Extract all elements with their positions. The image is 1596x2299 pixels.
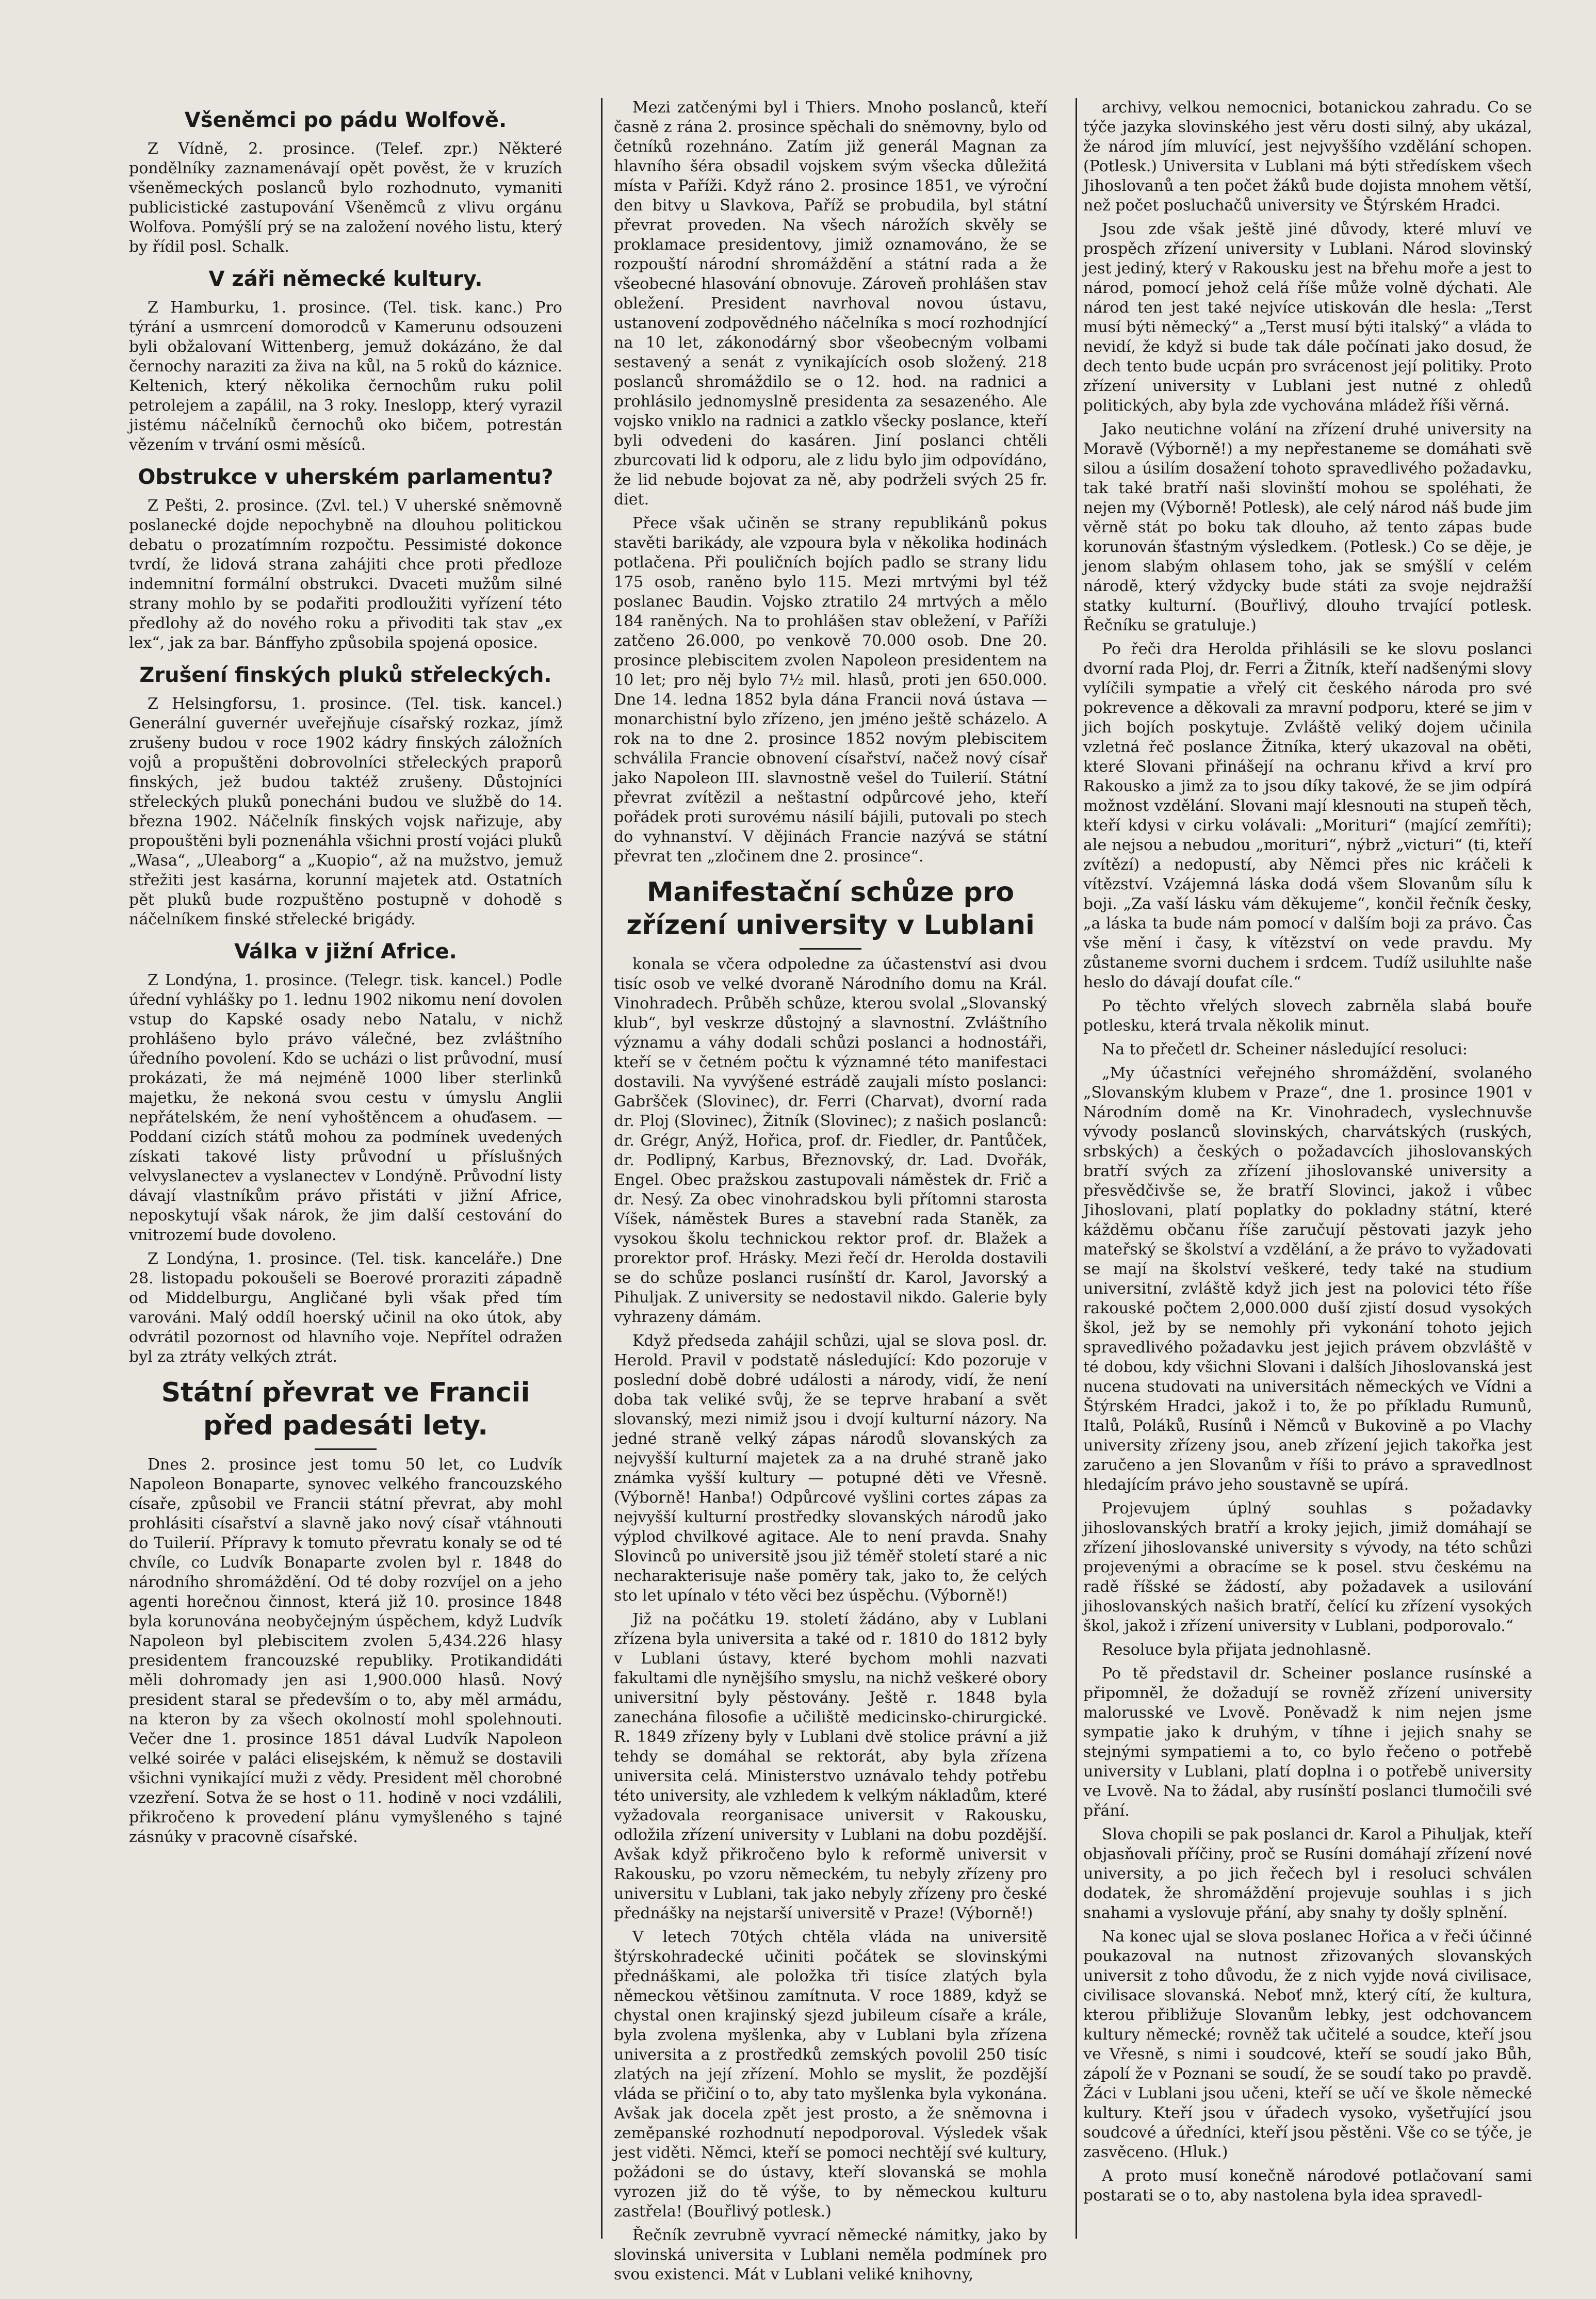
headline: Všeněmci po pádu Wolfově. [184,108,507,132]
headline-rule [315,1448,377,1450]
article-paragraph: Dnes 2. prosince jest tomu 50 let, co Ludvík Napoleon Bonaparte, synovec velkého francouzského císaře, způsobil ve Francii státní převrat, aby mohl prohlásiti císařství a slavně jako nový císař vtáhnouti do Tuilerií. Přípravy k tomuto převratu konaly se od té chvíle, co Ludvík Bonaparte zvolen byl r. 1848 do národního shromáždění. Od té doby rozvíjel on a jeho agenti horečnou činnost, která již 10. prosince 1848 byla korunována neobyčejným úspěchem, když Ludvík Napoleon byl plebiscitem zvolen 5,434.226 hlasy presidentem francouzské republiky. Protikandidáti měli dohromady jen asi 1,900.000 hlasů. Nový president staral se především o to, aby měl armádu, na kteron by za všech okolností mohl spolehnouti. Večer dne 1. prosince 1851 dával Ludvík Napoleon velké soirée v paláci elisejském, k němuž se dostavili všichni vynikající muži z vědy. President měl chorobné vzezření. Sotva že se host o 11. hodině v noci vzdálili, přikročeno k provedení plánu vymyšleného s tajné zásnúky v pracovně císařské. [129,1456,562,1846]
column-2 [614,98,1047,2284]
article-paragraph: Po tě představil dr. Scheiner poslance rusínské a připomněl, že dožadují se rovněž zřízení university malorusské ve Lvově. Poněvadž k nim nejen jsme sympatie jako k druhým, v tíhne i jejich snahy se stejnými sympatiemi a to, co bylo řečeno o potřebě university v Lublani, platí doplna i o potřebě university ve Lvově. Na to žádal, aby rusínští poslanci tlumočili své přání. [1083,1665,1532,1820]
article-paragraph: konala se včera odpoledne za účastenství asi dvou tisíc osob ve velké dvoraně Národního domu na Král. Vinohradech. Průběh schůze, kterou svolal „Slovanský klub“, byl veskrze důstojný a slavnostní. Zvláštního významu a váhy dodali schůzi poslanci a hodnostáři, kteří se v četném počtu k významné této manifestaci dostavili. Na vyvýšené estrádě zaujali místo poslanci: Gabršček (Slovinec), dr. Ferri (Charvat), dvorní rada dr. Ploj (Slovinec), Žitník (Slovinec); z našich poslanců: dr. Grégr, Anýž, Hořica, prof. dr. Fiedler, dr. Pantůček, dr. Podlipný, Karbus, Březnovský, dr. Lad. Dvořák, Engel. Obec pražskou zastupovali náměstek dr. Frič a dr. Nesý. Za obec vinohradskou byli přítomni starosta Víšek, náměstek Bures a stavební rada Staněk, za vysokou školu technickou rektor prof. dr. Blažek a prorektor prof. Hrásky. Mezi řečí dr. Herolda dostavili se do schůze poslanci rusínští dr. Karol, Javorský a Pihuljak. Z university se nedostavil nikdo. Galerie byly vyhrazeny dámám. [614,955,1047,1326]
article-paragraph: V letech 70tých chtěla vláda na universitě štýrskohradecké učiniti počátek se slovinskými přednáškami, ale položka tři tisíce zlatých byla německou většinou zamítnuta. V roce 1889, když se chystal onen krajinský sjezd jubileum císaře a krále, byla zvolena myšlenka, aby v Lublani byla zřízena universita a z prostředků zemských povolil 250 tisíc zlatých na její zřízení. Mohlo se myslit, že pozdější vláda se přičiní o to, aby tato myšlenka byla vykonána. Avšak jak docela zpět jest prosto, a že sněmovna i zeměpanské rozhodnutí nepodporoval. Výsledek však jest viděti. Němci, kteří se pomoci nechtějí své kultury, požádoni se do ústavy, kteří slovanská se mohla vyrozen již do tě výše, to by německou kulturu zastřela! (Bouřlivý potlesk.) [614,1928,1047,2221]
headline: Státní převrat ve Francii před padesáti lety. [161,1377,530,1441]
headline: Manifestační schůze pro zřízení university v Lublani [626,877,1035,941]
headline: Zrušení finských pluků střeleckých. [139,663,552,687]
article-paragraph: Jako neutichne volání na zřízení druhé university na Moravě (Výborně!) a my nepřestaneme se domáhati svĕ silou a úsilím dosažení tohoto spravedlivého požadavku, tak také bratří naši slovinští mohou se spoléhati, že nejen my (Výborně! Potlesk), ale celý národ náš bude jim věrně stát po boku tak dlouho, až tento zápas bude korunován šťastným výsledkem. (Potlesk.) Co se děje, je jenom slabým ohlasem toho, jak se smýšlí v celém národě, který vždycky bude státi za svoje nejdražší statky kulturní. (Bouřlivý, dlouho trvající potlesk. Řečníku se gratuluje.) [1083,420,1532,634]
article-paragraph: A proto musí konečně národové potlačovaní sami postarati se o to, aby nastolena byla idea spravedl- [1083,2167,1532,2205]
headline: Obstrukce v uherském parlamentu? [138,465,553,489]
article-paragraph: Z Helsingforsu, 1. prosince. (Tel. tisk. kancel.) Generální guvernér uveřejňuje císařský rozkaz, jímž zrušeny budou v roce 1902 kádry finských záložních vojů a propuštěni dobrovolníci střeleckých praporů finských, jež budou taktéž zrušeny. Důstojníci střeleckých pluků ponecháni budou ve službě do 14. března 1902. Náčelník finských vojsk nařizuje, aby propouštěni byli poznenáhla všichni prostí vojáci pluků „Wasa“, „Uleaborg“ a „Kuopio“, až na mužstvo, jemuž střežiti jest kasárna, korunní majetek atd. Ostatních pět pluků bude rozpuštěno postupně v dohodě s náčelníkem finské střelecké brigády. [129,695,562,928]
article-paragraph: Resoluce byla přijata jednohlasně. [1102,1641,1372,1659]
article-paragraph: Řečník zevrubně vyvrací německé námitky, jako by slovinská universita v Lublani neměla podmínek pro svou existenci. Mát v Lublani veliké knihovny, [614,2226,1047,2284]
article-paragraph: Z Hamburku, 1. prosince. (Tel. tisk. kanc.) Pro týrání a usmrcení domorodců v Kamerunu odsouzeni byli obžalovaní Wittenberg, jemuž dokázáno, že dal černochy naraziti za živa na kůl, na 5 roků do káznice. Keltenich, který několika černochům ruku polil petrolejem a zapálil, na 3 roky. Ineslopp, který vyrazil jistému náčelníků černochů oko bičem, potrestán vězením v trvání osmi měsíců. [129,299,562,454]
article-paragraph: Jsou zde však ještě jiné důvody, které mluví ve prospěch zřízení university v Lublani. Národ slovinský jest jediný, který v Rakousku jest na břehu moře a jest to národ, pomocí jehož celá říše může volně dýchati. Ale národ ten jest také nejvíce utiskován dle hesla: „Terst musí býti německý“ a „Terst musí býti italský“ a vláda to nevidí, že když si bude tak dále počínati jako dosud, že dech tento bude ucpán pro svrácenost její politiky. Proto zřízení university v Lublani jest nutné z ohledů politických, aby byla zde vychována mládež říši věrná. [1083,220,1532,415]
headline: Válka v jižní Africe. [234,940,457,964]
article-paragraph: Mezi zatčenými byl i Thiers. Mnoho poslanců, kteří časně z rána 2. prosince spěchali do sněmovny, bylo od četníků rozehnáno. Zatím již generál Magnan za hlavního šéra obsadil vojskem svým všecka důležitá místa v Paříži. Když ráno 2. prosince 1851, ve výroční den bitvy u Slavkova, Paříž se probudila, byl státní převrat proveden. Na všech nárožích skvěly se proklamace presidentovy, jimiž oznamováno, že se rozpouští národní shromáždění a státní rada a že všeobecné hlasování obnovuje. Zároveň prohlášen stav obležení. President navrhoval novou ústavu, ustanovení zodpovědného náčelníka s mocí rozhodnjící na 10 let, zákonodárný sbor všeobecným volbami sestavený a senát z vynikajících osob složený. 218 poslanců shromáždilo se o 12. hod. na radnici a prohlásilo jednomyslně presidenta za sesazeného. Ale vojsko vniklo na radnici a zatklo všecky poslance, kteří byli odvedeni do kasáren. Jiní poslanci chtěli zburcovati lid k odporu, ale z lidu bylo jim odpovídáno, že lid nebude bojovat za ně, aby podrželi svých 25 fr. diet. [614,99,1047,509]
article-paragraph: Když předseda zahájil schůzi, ujal se slova posl. dr. Herold. Pravil v podstatě následující: Kdo pozoruje v poslední době dobré události a národy, vidí, že není doba tak veliké svůj, že se teprve hrabaní a svět slovanský, mezi nimiž jsou i dvojí kulturní názory. Na jedné straně velký zápas národů slovanských za nejvyšší kulturní majetek za a na druhé straně jako známka vyšší kultury — potupné děti ve Vřesně. (Výborně! Hanba!) Odpůrcové vyšlini cortes zápas za nejvyšší kulturní prostředky slovanských národů jako výplod chvilkové agitace. Ale to není pravda. Snahy Slovinců po universitě jsou již téměř století staré a nic necharakterisuje naše pomĕry tak, jako to, že celých sto let upínalo v této věci bez úspěchu. (Výborně!) [614,1332,1047,1605]
headline: V záři německé kultury. [208,267,483,291]
article-paragraph: Po řeči dra Herolda přihlásili se ke slovu poslanci dvorní rada Ploj, dr. Ferri a Žitník, kteří nadšenými slovy vylíčili sympatie a vřelý cit českého národa pro své pokrevence a děkovali za mravní podporu, které se jim v jich bojích poskytuje. Zvláště veliký dojem učinila vzletná řeč poslance Žitníka, který ukazoval na oběti, které Slovani přinášejí na ochranu křivd a krví pro Rakousko a jimž za to jsou díky takové, že se jim odpírá možnost vzdělání. Slovani mají klesnouti na stupeň těch, kteří kdysi v cirku volávali: „Morituri“ (mající zemříti); ale nejsou a nebudou „morituri“, nýbrž „victuri“ (ti, kteří zvítězí) a nedopustí, aby Němci přes nic kráčeli k vítězství. Vzájemná láska dodá všem Slovanům sílu k boji. „Za vaší lásku vám děkujeme“, končil řečník česky, „a láska ta bude nám pomocí v dalším boji za právo. Čas vše mění i časy, k vítězství on vede pravdu. My zůstaneme svorni duchem i srdcem. Tudíž usiluhlte naše heslo do dávají doufat cíle.“ [1083,640,1532,991]
article-paragraph: Slova chopili se pak poslanci dr. Karol a Pihuljak, kteří objasňovali příčiny, proč se Rusíni domáhají zřízení nové university, a po jich řečech byl i resoluci schválen dodatek, že shromáždění projevuje souhlas i s jich snahami a vyslovuje přání, aby snahy ty došly splnění. [1083,1825,1532,1922]
article-paragraph: Po těchto vřelých slovech zabrněla slabá bouře potlesku, která trvala několik minut. [1083,997,1532,1035]
article-paragraph: Již na počátku 19. století žádáno, aby v Lublani zřízena byla universita a také od r. 1810 do 1812 byly v Lublani ústavy, které bychom mohli nazvati fakultami dle nynějšího smyslu, na nichž veškeré obory universitní byly pěstovány. Ještě r. 1848 byla zanechána filosofie a učiliště medicinsko-chirurgické. R. 1849 zřízeny byly v Lublani dvě stolice právní a již tehdy se domáhal se rektorát, aby byla zřízena universita celá. Ministerstvo uznávalo tehdy potřebu této university, ale vzhledem k velkým nákladům, které vyžadovala reorganisace universit v Rakousku, odložila zřízení university v Lublani na dobu pozdější. Avšak když přikročeno bylo k reformě universit v Rakousku, po vzoru německém, tu nebyly zřízeny pro universitu v Lublani, tak jako nebyly zřízeny pro české přednášky na nejstarší universitě v Praze! (Výborně!) [614,1610,1047,1922]
column-1 [129,98,562,2264]
article-paragraph: Na konec ujal se slova poslanec Hořica a v řeči účinné poukazoval na nutnost zřizovaných slovanských universit z toho důvodu, že z nich vyjde nová civilisace, civilisace slovanská. Neboť mnž, který cítí, že kultura, kterou přibližuje Slovanům lebky, jest odchovancem kultury německé; rovněž tak učitelé a soudce, kteří jsou ve Vřesně, s nimi i soudcové, kteří se soudí jako Bůh, zápolí že v Poznani se soudí, že se soudí tako po pravdě. Žáci v Lublani jsou učeni, kteří se učí ve škole německé kultury. Kteří jsou v úřadech vysoko, vyšetřující jsou soudcové a úředníci, kteří jsou pěstěni. Vše co se týče, je zasvěceno. (Hluk.) [1083,1928,1532,2161]
article-paragraph: Přece však učiněn se strany republikánů pokus stavěti barikády, ale vzpoura byla v několika hodinách potlačena. Při pouličních bojích padlo se strany lidu 175 osob, raněno bylo 115. Mezi mrtvými byl též poslanec Baudin. Vojsko ztratilo 24 mrtvých a mělo 184 raněných. Na to prohlášen stav obležení, v Paříži zatčeno 26.000, po venkově 70.000 osob. Dne 20. prosince plebiscitem zvolen Napoleon presidentem na 10 let; pro něj bylo 7½ mil. hlasů, proti jen 650.000. Dne 14. ledna 1852 byla dána Francii nová ústava — monarchistní bylo zřízeno, jen jméno ještě scházelo. A rok na to dne 2. prosince 1852 novým plebiscitem schválila Francie obnovení císařství, načež nový císař jako Napoleon III. slavnostně vešel do Tuilerií. Státní převrat zvítězil a neštastní odpůrcové jeho, kteří pořádek proti surovému násilí bájili, putovali po stech do vyhnanství. V dějinách Francie nazývá se státní převrat ten „zločinem dne 2. prosince“. [614,514,1047,866]
article-paragraph: „My účastníci veřejného shromáždění, svolaného „Slovanským klubem v Praze“, dne 1. prosince 1901 v Národním domě na Kr. Vinohradech, vyslechnuvše vývody poslanců slovinských, charvátských (ruských, srbských) a českých o požadavcích jihoslovanských bratří svých za zřízení jihoslovanské university a přesvědčivše se, že bratří Slovinci, jakož i vůbec Jihoslovani, platí poplatky do pokladny státní, které kážděmu občanu říše zaručují pěstovati jazyk jeho mateřský se školství a vzdělání, a že právo to vyžadovati se mají na školství veškeré, tedy také na studium universitní, zvláště když jich jest na polovici této říše rakouské počtem 2,000.000 duší zjistí dosud vysokých škol, jež by se nemohly při vykonání tohoto jejich spravedlivého požadavku jest jejich právem obzvláště v té dobou, kdy všichni Slovani i dalších Jihoslovanská jest nucena studovati na universitách německých ve Vídni a Štýrském Hradci, jakož i to, že po příkladu Rumunů, Italů, Poláků, Rusínů i Němců v Bukovině a po Vlachy university zřízeny jsou, aneb zřízení jejich takořka jest zaručeno a jen Slovanům v říši to právo a spravedlnost hledajícím právo jeho soustavně se upírá. [1083,1064,1532,1494]
column-rule [601,98,602,2239]
article-paragraph: Z Londýna, 1. prosince. (Tel. tisk. kanceláře.) Dne 28. listopadu pokoušeli se Boerové proraziti západně od Middelburgu, Angličané byli však před tím varováni. Malý oddíl hoerský učinil na oko útok, aby odvrátil pozornost od hlavního voje. Nepřítel odražen byl za ztráty velkých ztrát. [129,1250,562,1366]
column-rule [1076,98,1077,2239]
article-paragraph: Z Londýna, 1. prosince. (Telegr. tisk. kancel.) Podle úřední vyhlášky po 1. lednu 1902 nikomu není dovolen vstup do Kapské osady nebo Natalu, v nichž prohlášeno bylo právo válečné, bez zvláštního úředního povolení. Kdo se ucházi o list průvodní, musí prokázati, že má nejméně 1000 liber sterlinků majetku, že nekoná svou cestu v úmyslu Anglii nepřátelském, že není vyhoštěncem a ohuďasem. — Poddaní cizích států mohou za podmínek uvedených získati takové listy průvodní u příslušných velvyslanectev a vyslanectev v Londýně. Průvodní listy dávají vlastníkům právo přistáti v jižní Africe, neposkytují však nárok, že jim další cestování do vnitrozemí bude dovoleno. [129,971,562,1244]
headline-rule [800,948,861,950]
article-paragraph: Z Vídně, 2. prosince. (Telef. zpr.) Některé pondělníky zaznamenávají opět pověst, že v kruzích všeněmeckých poslanců bylo rozhodnuto, vymaniti publicistické zastupování Všeněmců z vlivu orgánu Wolfova. Pomýšlí prý se na založení nového listu, který by řídil posl. Schalk. [129,140,562,256]
article-paragraph: Z Pešti, 2. prosince. (Zvl. tel.) V uherské sněmovně poslanecké dojde nepochybně na dlouhou politickou debatu o prozatímním rozpočtu. Pessimisté dokonce tvrdí, že lidová strana zahájiti chce proti předloze indemnitní formální obstrukci. Dvaceti mužům silné strany mohlo by se podařiti prodloužiti vyřízení této předlohy až do nového roku a přivoditi tak stav „ex lex“, jak za bar. Bánffyho způsobila spojená oposice. [129,497,562,652]
article-paragraph: Na to přečetl dr. Scheiner následující resoluci: [1102,1040,1468,1058]
article-paragraph: Projevujem úplný souhlas s požadavky jihoslovanských bratří a kroky jejich, jimiž domáhají se zřízení jihoslovanské university s vývody, na této schůzi projevenými a obracíme se k posel. stvu českému na radě říšské se žádostí, aby požadavek a usilování jihoslovanských našich bratří, čelící ku zřízení vysokých škol, jakož i zřízení university v Lublani, podporovalo.“ [1083,1499,1532,1635]
article-paragraph: archivy, velkou nemocnici, botanickou zahradu. Co se týče jazyka slovinského jest věru dosti silný, aby ukázal, že národ jím mluvící, jest nejvyššího vzdělání schopen. (Potlesk.) Universita v Lublani má býti středískem všech Jihoslovanů a ten počet žáků bude dojista mnohem větší, než počet posluchačů university ve Štýrském Hradci. [1083,99,1532,215]
column-3 [1083,98,1532,2264]
